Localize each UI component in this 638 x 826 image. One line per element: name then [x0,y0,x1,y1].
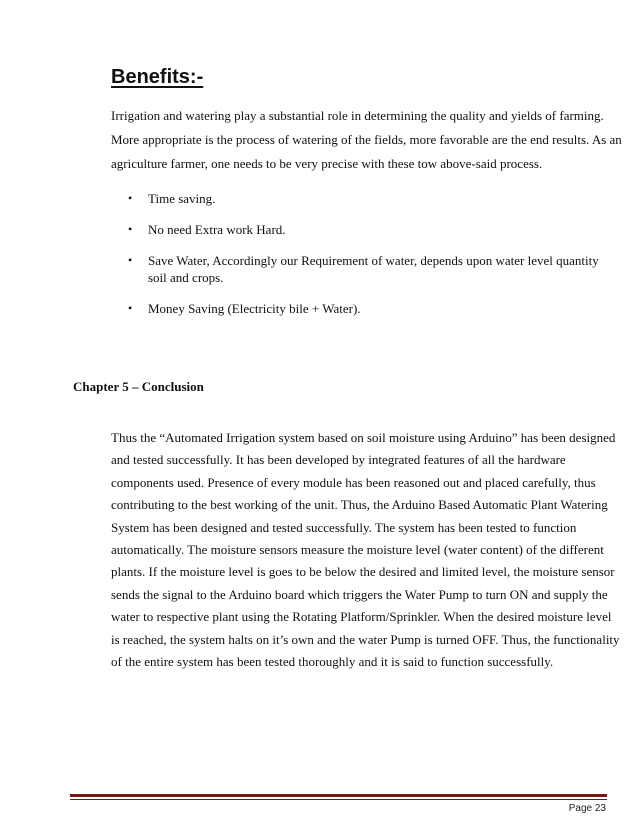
intro-line: agriculture farmer, one needs to be very precise with these tow above-said process. [111,156,543,171]
conclusion-line: water to respective plant using the Rotating Platform/Sprinkler. When the desired moisture level [111,609,612,625]
conclusion-line: System has been designed and tested successfully. The system has been tested to function [111,519,577,535]
conclusion-line: components used. Presence of every module has been reasoned out and placed carefully, thus [111,474,596,490]
benefits-intro-paragraph [111,104,622,176]
page-number: Page 23 [568,803,606,814]
bullet-icon: • [128,222,133,236]
footer-divider-thin [70,799,607,800]
list-item-text: Time saving. [148,191,216,206]
bullet-icon: • [128,191,133,205]
bullet-icon: • [128,253,133,267]
conclusion-line: is reached, the system halts on it’s own and the water Pump is turned OFF. Thus, the functionality [111,631,620,647]
benefits-heading: Benefits:- [111,66,204,88]
bullet-icon: • [128,301,133,315]
list-item [111,252,611,286]
intro-line: More appropriate is the process of watering of the fields, more favorable are the end results. As an [111,132,622,147]
conclusion-line: of the entire system has been tested thoroughly and it is said to function successfully. [111,654,554,670]
list-item [111,190,611,207]
footer-divider [70,794,607,797]
list-item-text: soil and crops. [148,270,224,285]
list-item-text: Save Water, Accordingly our Requirement of water, depends upon water level quantity [148,253,599,268]
conclusion-line: contributing to the best working of the unit. Thus, the Arduino Based Automatic Plant Watering [111,497,608,513]
intro-line: Irrigation and watering play a substantial role in determining the quality and yields of farming. [111,108,604,123]
conclusion-line: plants. If the moisture level is goes to be below the desired and limited level, the moisture sensor [111,564,615,580]
list-item-text: No need Extra work Hard. [148,222,286,237]
list-item [111,300,611,317]
conclusion-line: Thus the “Automated Irrigation system based on soil moisture using Arduino” has been designed [111,430,616,445]
conclusion-line: automatically. The moisture sensors measure the moisture level (water content) of the different [111,542,604,558]
chapter-title: Chapter 5 – Conclusion [73,379,204,394]
benefits-list [111,190,611,331]
conclusion-line: sends the signal to the Arduino board which triggers the Water Pump to turn ON and supply the [111,586,608,602]
conclusion-line: and tested successfully. It has been developed by integrated features of all the hardware [111,452,566,468]
list-item [111,221,611,238]
conclusion-paragraph [111,427,621,673]
list-item-text: Money Saving (Electricity bile + Water). [148,301,361,316]
